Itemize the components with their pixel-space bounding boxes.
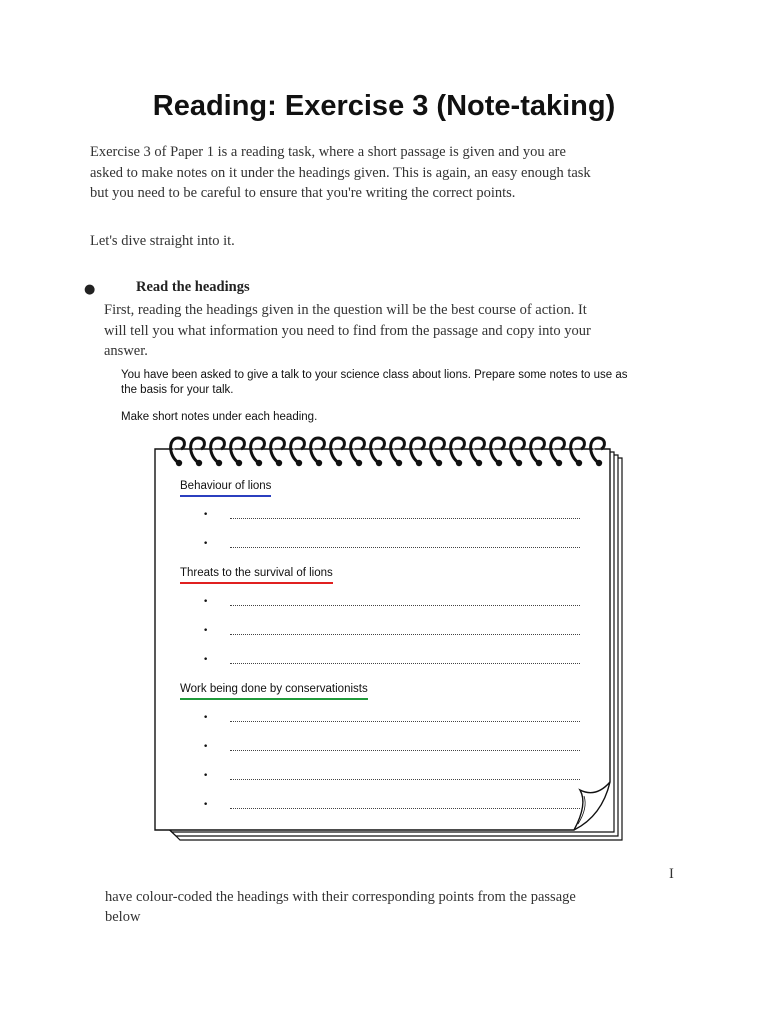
bullet-dot: • (203, 597, 209, 607)
dotted-answer-line (230, 518, 580, 519)
bullet-dot: • (203, 800, 209, 810)
question-text (121, 368, 681, 398)
dotted-answer-line (230, 721, 580, 722)
bullet-dot: • (203, 655, 209, 665)
intro-line-2: asked to make notes on it under the headings given. This is again, an easy enough task (90, 164, 591, 181)
notepad-bullet-row (203, 802, 583, 816)
notepad-heading: Threats to the survival of lions (180, 567, 333, 584)
notepad-bullet-row (203, 628, 583, 642)
intro-line-3: but you need to be careful to ensure that you're writing the correct points. (90, 185, 516, 201)
bullet-heading: Read the headings (136, 279, 250, 295)
bullet-body (104, 300, 684, 362)
closing-line-1: have colour-coded the headings with their corresponding points from the passage (105, 889, 576, 905)
closing-paragraph (105, 887, 675, 927)
page-title: Reading: Exercise 3 (Note-taking) (152, 90, 616, 122)
bullet-dot: • (203, 510, 209, 520)
notepad-bullet-row (203, 715, 583, 729)
closing-line-2: below (105, 909, 141, 925)
dive-paragraph: Let's dive straight into it. (90, 233, 235, 249)
bullet-body-line-1: First, reading the headings given in the question will be the best course of action. It (104, 302, 587, 318)
notepad-bullet-row (203, 773, 583, 787)
dotted-answer-line (230, 605, 580, 606)
bullet-marker: ● (84, 282, 96, 297)
dotted-answer-line (230, 779, 580, 780)
dotted-answer-line (230, 750, 580, 751)
bullet-dot: • (203, 713, 209, 723)
notepad-bullet-row (203, 541, 583, 555)
tail-letter: I (669, 866, 674, 882)
intro-paragraph (90, 142, 690, 204)
bullet-dot: • (203, 771, 209, 781)
notepad-heading: Work being done by conservationists (180, 683, 368, 700)
intro-line-1: Exercise 3 of Paper 1 is a reading task, where a short passage is given and you are (90, 144, 566, 160)
notepad-heading: Behaviour of lions (180, 480, 271, 497)
dotted-answer-line (230, 808, 580, 809)
bullet-body-line-3: answer. (104, 343, 148, 359)
bullet-dot: • (203, 626, 209, 636)
question-line-2: the basis for your talk. (121, 384, 234, 396)
dotted-answer-line (230, 547, 580, 548)
dotted-answer-line (230, 663, 580, 664)
notepad-bullet-row (203, 744, 583, 758)
dotted-answer-line (230, 634, 580, 635)
notepad-bullet-row (203, 657, 583, 671)
notepad-bullet-row (203, 512, 583, 526)
bullet-dot: • (203, 742, 209, 752)
question-line-1: You have been asked to give a talk to your science class about lions. Prepare some notes to use as (121, 369, 628, 381)
notepad-bullet-row (203, 599, 583, 613)
bullet-body-line-2: will tell you what information you need to find from the passage and copy into your (104, 322, 591, 339)
bullet-dot: • (203, 539, 209, 549)
question-instruction: Make short notes under each heading. (121, 411, 318, 423)
